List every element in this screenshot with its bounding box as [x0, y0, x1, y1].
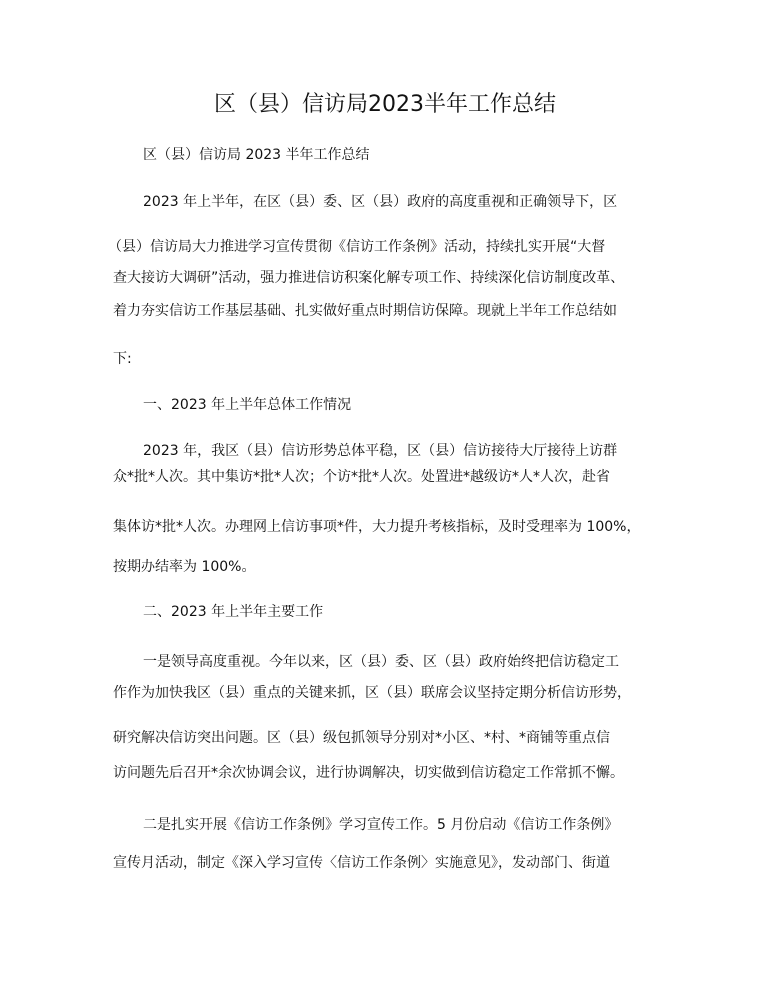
section-heading-1: 一、2023 年上半年总体工作情况: [143, 397, 352, 413]
text-line: 2023 年上半年，在区（县）委、区（县）政府的高度重视和正确领导下，区: [143, 194, 618, 210]
text-line: 二是扎实开展《信访工作条例》学习宣传工作。5 月份启动《信访工作条例》: [143, 817, 619, 833]
text-line: 集体访*批*人次。办理网上信访事项*件，大力提升考核指标，及时受理率为 100%，: [113, 519, 641, 535]
subtitle-line: 区（县）信访局 2023 半年工作总结: [143, 147, 370, 163]
text-line: 宣传月活动，制定《深入学习宣传〈信访工作条例〉实施意见》，发动部门、街道: [113, 855, 610, 871]
text-line: 研究解决信访突出问题。区（县）级包抓领导分别对*小区、*村、*商铺等重点信: [113, 730, 610, 746]
text-line: 按期办结率为 100%。: [113, 559, 256, 575]
document-title: 区（县）信访局2023半年工作总结: [214, 92, 556, 117]
text-line: 众*批*人次。其中集访*批*人次；个访*批*人次。处置进*越级访*人*人次，赴省: [113, 469, 610, 485]
text-line: 作作为加快我区（县）重点的关键来抓，区（县）联席会议坚持定期分析信访形势，: [113, 685, 631, 701]
section-heading-2: 二、2023 年上半年主要工作: [143, 604, 324, 620]
text-line: （县）信访局大力推进学习宣传贯彻《信访工作条例》活动，持续扎实开展“大督: [108, 239, 606, 255]
text-line: 着力夯实信访工作基层基础、扎实做好重点时期信访保障。现就上半年工作总结如: [113, 303, 617, 319]
text-line: 访问题先后召开*余次协调会议，进行协调解决，切实做到信访稳定工作常抓不懈。: [113, 765, 624, 781]
text-line: 查大接访大调研”活动，强力推进信访积案化解专项工作、持续深化信访制度改革、: [113, 270, 625, 286]
text-line: 下:: [113, 351, 132, 367]
text-line: 一是领导高度重视。今年以来，区（县）委、区（县）政府始终把信访稳定工: [143, 654, 619, 670]
text-line: 2023 年，我区（县）信访形势总体平稳，区（县）信访接待大厅接待上访群: [143, 443, 618, 459]
